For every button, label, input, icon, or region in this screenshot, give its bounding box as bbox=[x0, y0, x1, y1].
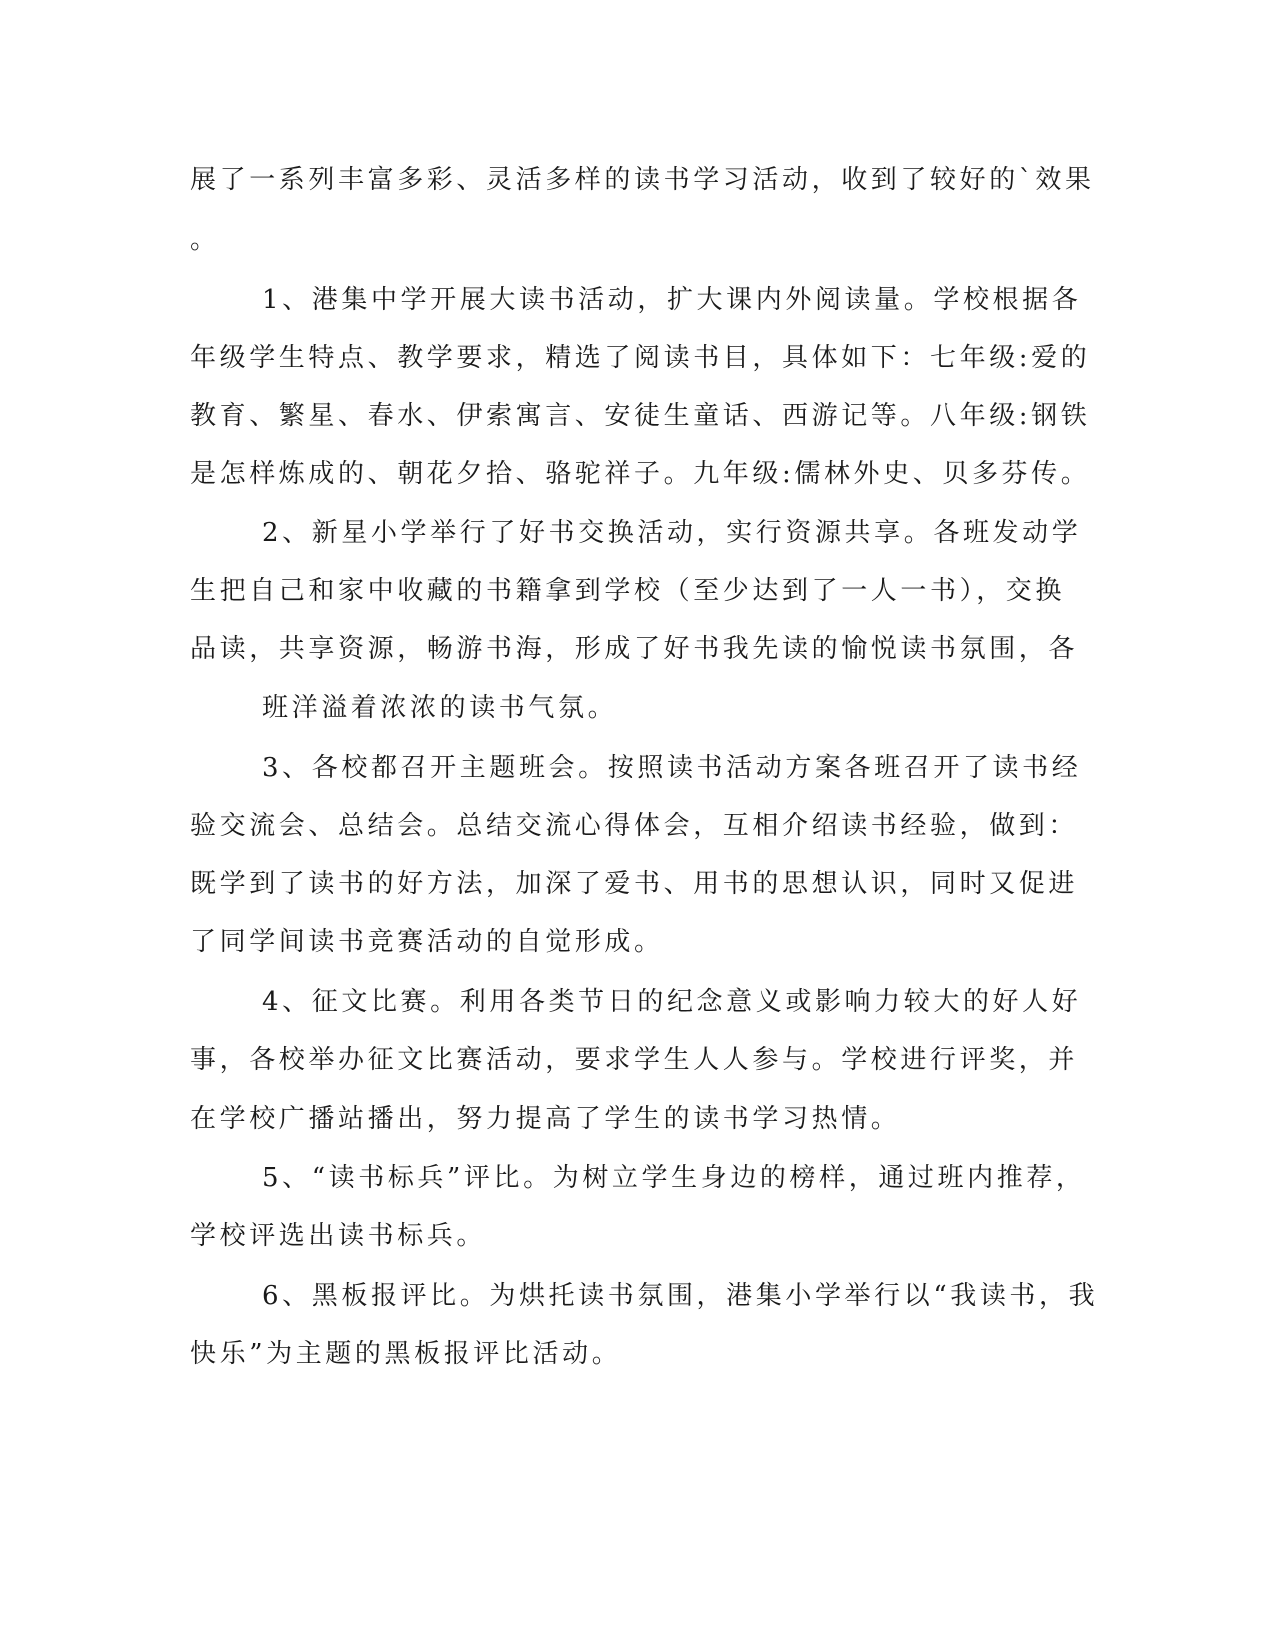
paragraph-5-start: 5、“读书标兵”评比。为树立学生身边的榜样，通过班内推荐， bbox=[262, 1163, 1086, 1193]
paragraph-2-start: 2、新星小学举行了好书交换活动，实行资源共享。各班发动学 bbox=[262, 518, 1082, 548]
text-line: 年级学生特点、教学要求，精选了阅读书目，具体如下：七年级:爱的 bbox=[190, 343, 1091, 373]
paragraph-1-start: 1、港集中学开展大读书活动，扩大课内外阅读量。学校根据各 bbox=[262, 285, 1082, 315]
text-line: 学校评选出读书标兵。 bbox=[190, 1221, 487, 1251]
text-line: 品读，共享资源，畅游书海，形成了好书我先读的愉悦读书氛围，各 bbox=[190, 634, 1079, 664]
text-line: 生把自己和家中收藏的书籍拿到学校（至少达到了一人一书），交换 bbox=[190, 576, 1066, 606]
text-line: 在学校广播站播出，努力提高了学生的读书学习热情。 bbox=[190, 1104, 901, 1134]
text-line: 既学到了读书的好方法，加深了爱书、用书的思想认识，同时又促进 bbox=[190, 869, 1079, 899]
text-line: 班洋溢着浓浓的读书气氛。 bbox=[262, 693, 618, 723]
paragraph-3-start: 3、各校都召开主题班会。按照读书活动方案各班召开了读书经 bbox=[262, 753, 1082, 783]
text-line: 验交流会、总结会。总结交流心得体会，互相介绍读书经验，做到： bbox=[190, 811, 1079, 841]
text-line: 展了一系列丰富多彩、灵活多样的读书学习活动，收到了较好的`效果 bbox=[190, 165, 1095, 195]
text-line: 是怎样炼成的、朝花夕拾、骆驼祥子。九年级:儒林外史、贝多芬传。 bbox=[190, 459, 1091, 489]
text-line: 教育、繁星、春水、伊索寓言、安徒生童话、西游记等。八年级:钢铁 bbox=[190, 401, 1091, 431]
text-line: 快乐”为主题的黑板报评比活动。 bbox=[190, 1339, 622, 1369]
paragraph-6-start: 6、黑板报评比。为烘托读书氛围，港集小学举行以“我读书，我 bbox=[262, 1281, 1099, 1311]
text-line: 事，各校举办征文比赛活动，要求学生人人参与。学校进行评奖，并 bbox=[190, 1045, 1079, 1075]
text-line: 。 bbox=[190, 225, 220, 255]
text-line: 了同学间读书竞赛活动的自觉形成。 bbox=[190, 927, 664, 957]
paragraph-4-start: 4、征文比赛。利用各类节日的纪念意义或影响力较大的好人好 bbox=[262, 987, 1082, 1017]
